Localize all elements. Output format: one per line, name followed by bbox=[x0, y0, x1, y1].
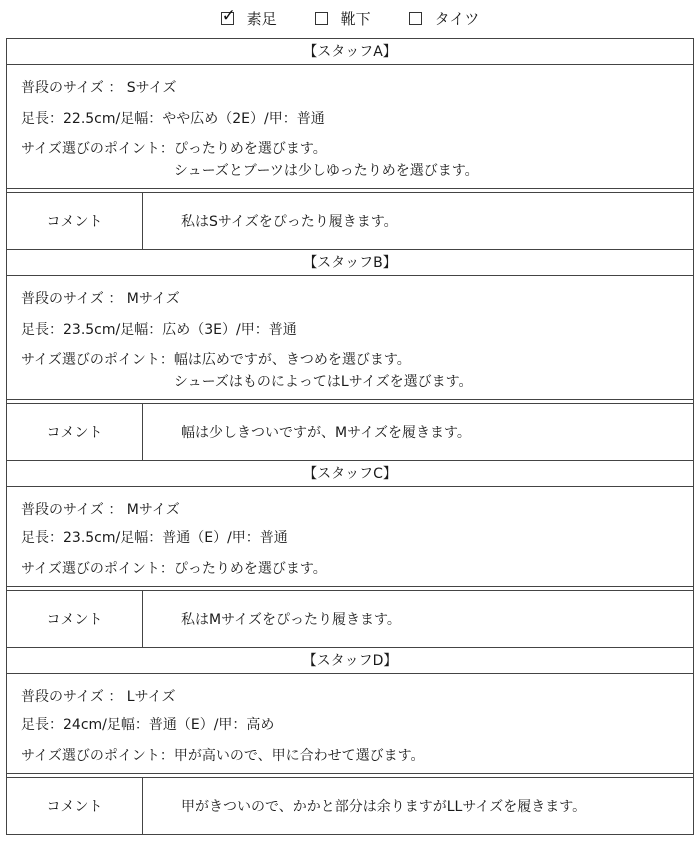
size-point bbox=[21, 138, 679, 182]
staff-size-table bbox=[6, 38, 694, 835]
size-point-line: ぴったりめを選びます。 bbox=[173, 561, 327, 577]
legend-label: 靴下 bbox=[340, 9, 371, 28]
staff-header: 【スタッフB】 bbox=[7, 250, 693, 276]
legend-label: タイツ bbox=[434, 9, 480, 28]
staff-header: 【スタッフC】 bbox=[7, 461, 693, 487]
legend-item-barefoot bbox=[221, 8, 277, 29]
size-point-label: サイズ選びのポイント： bbox=[21, 352, 174, 368]
foot-measurements: 足長：23.5cm/足幅：広め（3E）/甲：普通 bbox=[21, 322, 297, 338]
staff-info bbox=[7, 487, 693, 587]
legend-label: 素足 bbox=[246, 9, 277, 28]
comment-text: 私はSサイズをぴったり履きます。 bbox=[181, 214, 398, 230]
footwear-legend bbox=[0, 0, 700, 36]
checked-checkbox-icon bbox=[221, 12, 234, 25]
size-point-label: サイズ選びのポイント： bbox=[21, 141, 174, 157]
foot-measurements: 足長：22.5cm/足幅：やや広め（2E）/甲：普通 bbox=[21, 111, 325, 127]
staff-info bbox=[7, 65, 693, 189]
unchecked-checkbox-icon bbox=[315, 12, 328, 25]
staff-section-c bbox=[6, 461, 694, 648]
size-point-text bbox=[174, 349, 473, 393]
comment-row bbox=[7, 777, 693, 835]
staff-info bbox=[7, 674, 693, 774]
comment-label: コメント bbox=[7, 591, 143, 647]
comment-row bbox=[7, 403, 693, 461]
size-point-text bbox=[174, 558, 327, 580]
unchecked-checkbox-icon bbox=[409, 12, 422, 25]
comment-label: コメント bbox=[7, 193, 143, 249]
comment-label: コメント bbox=[7, 778, 143, 834]
size-point bbox=[21, 349, 679, 393]
usual-size: 普段のサイズ ： Mサイズ bbox=[21, 291, 180, 307]
foot-measurements: 足長：23.5cm/足幅：普通（E）/甲：普通 bbox=[21, 530, 288, 546]
staff-header: 【スタッフA】 bbox=[7, 39, 693, 65]
comment-label: コメント bbox=[7, 404, 143, 460]
size-point-line: 幅は広めですが、きつめを選びます。 bbox=[173, 352, 411, 368]
size-point-label: サイズ選びのポイント： bbox=[21, 748, 174, 764]
size-point bbox=[21, 558, 679, 580]
size-point bbox=[21, 745, 679, 767]
usual-size: 普段のサイズ ： Sサイズ bbox=[21, 80, 177, 96]
size-point-text bbox=[174, 745, 425, 767]
staff-section-b bbox=[6, 250, 694, 461]
usual-size: 普段のサイズ ： Mサイズ bbox=[21, 502, 180, 518]
comment-text: 幅は少しきついですが、Mサイズを履きます。 bbox=[181, 425, 471, 441]
comment-row bbox=[7, 590, 693, 648]
staff-section-d bbox=[6, 648, 694, 835]
size-point-label: サイズ選びのポイント： bbox=[21, 561, 174, 577]
size-point-text bbox=[174, 138, 479, 182]
size-point-line: 甲が高いので、甲に合わせて選びます。 bbox=[173, 748, 425, 764]
legend-item-socks bbox=[315, 8, 371, 29]
legend-item-tights bbox=[409, 8, 480, 29]
size-point-line: ぴったりめを選びます。 bbox=[173, 141, 327, 157]
usual-size: 普段のサイズ ： Lサイズ bbox=[21, 689, 176, 705]
staff-info bbox=[7, 276, 693, 400]
size-point-line: シューズとブーツは少しゆったりめを選びます。 bbox=[173, 163, 479, 179]
comment-text: 私はMサイズをぴったり履きます。 bbox=[181, 612, 401, 628]
foot-measurements: 足長：24cm/足幅：普通（E）/甲：高め bbox=[21, 717, 275, 733]
staff-header: 【スタッフD】 bbox=[7, 648, 693, 674]
staff-section-a bbox=[6, 39, 694, 250]
size-point-line: シューズはものによってはLサイズを選びます。 bbox=[173, 374, 473, 390]
comment-text: 甲がきついので、かかと部分は余りますがLLサイズを履きます。 bbox=[181, 799, 587, 815]
comment-row bbox=[7, 192, 693, 250]
